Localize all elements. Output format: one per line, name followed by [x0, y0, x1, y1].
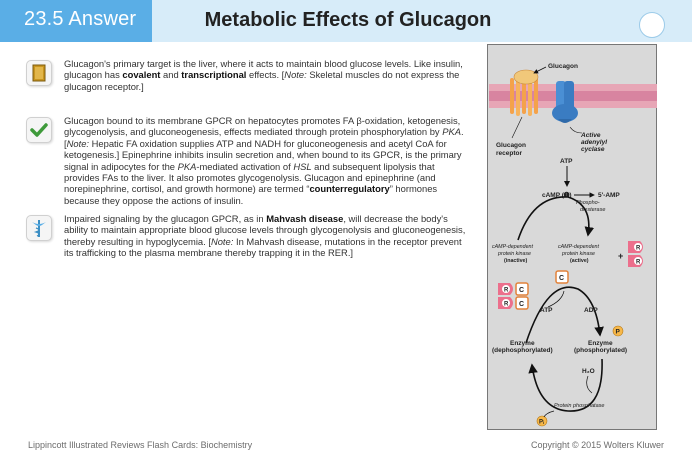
c-letter: C — [559, 275, 565, 282]
answer-label: 23.5 Answer — [24, 8, 137, 30]
r-letter: R — [636, 245, 641, 252]
camp-label: cAMP (➊) — [542, 192, 572, 199]
footer-source: Lippincott Illustrated Reviews Flash Cards: Biochemistry — [28, 440, 253, 450]
enz-dephos-1: Enzyme — [510, 340, 535, 347]
answer-tab — [0, 0, 152, 42]
r-letter: R — [636, 259, 641, 266]
pka-inactive-1: cAMP-dependent — [492, 244, 533, 250]
water-label: H₂O — [582, 368, 595, 375]
enz-phos-2: (phosphorylated) — [574, 347, 628, 354]
receptor-label-1: Glucagon — [496, 142, 526, 149]
cyclase-label-3: cyclase — [581, 146, 605, 153]
atp-cycle-label: ATP — [540, 307, 553, 314]
circle-icon — [639, 12, 665, 38]
regulatory-subunits — [628, 241, 643, 267]
r-letter: R — [504, 301, 509, 308]
item-text-3: Impaired signaling by the glucagon GPCR, as in Mahvash disease, will decrease the body's ability to maintain appropriate blood glucose levels through glycogenolysis and gluconeogenesis, thereby resulting in hypoglycemia. [Note: In Mahvash disease, mutations in the receptor prevent its trafficking to the plasma membrane thereby trapping it in the RER.] — [64, 213, 466, 259]
atp-top-label: ATP — [560, 158, 573, 165]
pka-active-1: cAMP-dependent — [558, 244, 599, 250]
glucagon-label: Glucagon — [548, 63, 578, 70]
receptor-label-2: receptor — [496, 150, 523, 157]
cyclase-label-1: Active — [581, 132, 601, 139]
footer-copyright: Copyright © 2015 Wolters Kluwer — [530, 440, 664, 450]
enz-phos-1: Enzyme — [588, 340, 613, 347]
pka-active-2: protein kinase — [562, 251, 595, 257]
cyclase-label-2: adenylyl — [581, 139, 608, 146]
c-letter: C — [519, 301, 525, 308]
plus-sign: + — [618, 251, 624, 261]
book-icon — [26, 60, 52, 86]
caduceus-icon — [26, 215, 52, 241]
pka-active-3: (active) — [570, 258, 589, 264]
item-text-2: Glucagon bound to its membrane GPCR on hepatocytes promotes FA β-oxidation, ketogenesis, glycogenolysis, and gluconeogenesis, effects mediated through protein phosphorylation by PKA. [Note: Hepatic FA oxidation supplies ATP and NADH for gluconeogenesis and acetyl CoA for ketogenesis.] Epinephrine inhibits insulin secretion and, when bound to its GPCR, is the primary signal in adipocytes for the PKA-mediated activation of HSL and subsequent lipolysis that provides FAs to the liver. It also promotes glycogenolysis. Glucagon and epinephrine (and norepinephrine, cortisol, and growth hormone) are termed “counterregulatory” hormones because they oppose the actions of insulin. — [64, 115, 464, 206]
pka-inactive-3: (inactive) — [504, 258, 528, 264]
pka-inactive-2: protein kinase — [498, 251, 531, 257]
r-letter: R — [504, 287, 509, 294]
amp-label: 5'-AMP — [598, 192, 620, 199]
header-bar — [0, 0, 692, 42]
pi-label: Pᵢ — [539, 419, 544, 426]
adp-label: ADP — [584, 307, 598, 314]
enz-dephos-2: (dephosphorylated) — [492, 347, 553, 354]
p-label: P — [615, 328, 620, 336]
glucagon-signaling-diagram — [487, 44, 657, 430]
pde-label-1: Phospho- — [576, 200, 600, 206]
phosphatase-label: Protein phosphatase — [554, 403, 605, 409]
item-text-1: Glucagon's primary target is the liver, where it acts to maintain blood glucose levels. Like insulin, glucagon has covalent and transcriptional effects. [Note: Skeletal muscles do not express the glucagon receptor.] — [64, 58, 463, 92]
page-title: Metabolic Effects of Glucagon — [204, 9, 492, 31]
c-letter: C — [519, 287, 525, 294]
pka-holoenzyme — [498, 283, 528, 309]
pde-label-2: diesterase — [580, 207, 606, 213]
checkmark-icon — [26, 117, 52, 143]
